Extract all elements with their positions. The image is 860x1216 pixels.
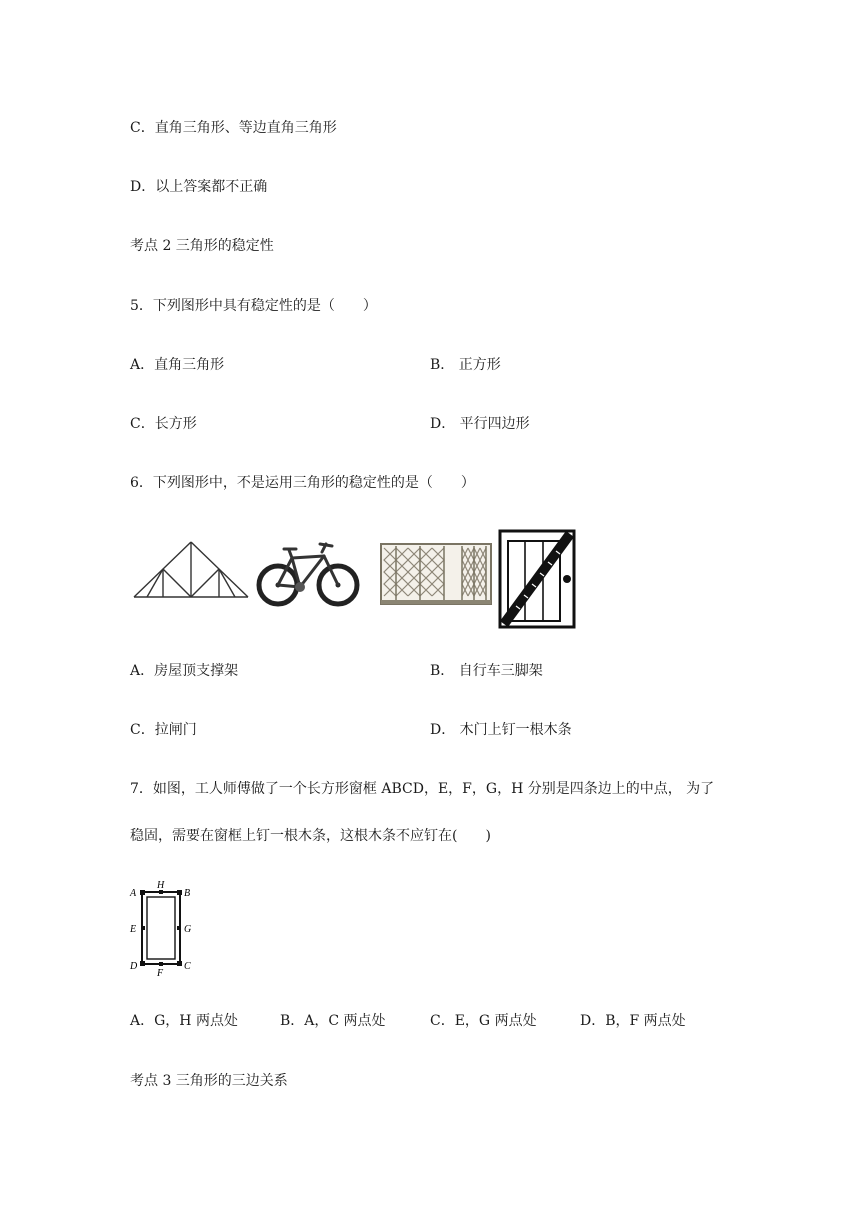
label-f: F [157, 968, 164, 978]
section-2-heading: 考点 2 三角形的稳定性 [130, 238, 274, 254]
label-h: H [157, 880, 165, 891]
bicycle-figure [256, 540, 360, 608]
q7-option-c: C．E，G 两点处 [430, 1013, 537, 1029]
q4-option-d: D．以上答案都不正确 [130, 179, 268, 195]
q7-option-a: A．G，H 两点处 [130, 1013, 238, 1029]
q6-option-b: B． 自行车三脚架 [430, 663, 543, 679]
label-a: A [130, 888, 137, 899]
folding-gate-figure [380, 542, 492, 606]
label-b: B [184, 888, 191, 899]
label-d: D [130, 961, 138, 972]
q6-option-c: C．拉闸门 [130, 722, 197, 738]
q6-stem: 6．下列图形中，不是运用三角形的稳定性的是（ ） [130, 475, 475, 491]
label-e: E [130, 924, 137, 935]
q7-option-b: B．A，C 两点处 [280, 1013, 386, 1029]
q5-stem: 5．下列图形中具有稳定性的是（ ） [130, 298, 377, 314]
window-frame-figure [126, 878, 196, 978]
q6-option-a: A．房屋顶支撑架 [130, 663, 239, 679]
q7-stem-line-1: 7．如图，工人师傅做了一个长方形窗框 ABCD，E，F，G，H 分别是四条边上的中点， 为了 [130, 781, 715, 797]
q5-option-d: D． 平行四边形 [430, 416, 530, 432]
q7-stem-line-2: 稳固，需要在窗框上钉一根木条，这根木条不应钉在( ) [130, 828, 491, 844]
q6-option-d: D． 木门上钉一根木条 [430, 722, 572, 738]
roof-truss-figure [132, 538, 250, 600]
section-3-heading: 考点 3 三角形的三边关系 [130, 1073, 288, 1089]
q5-option-a: A．直角三角形 [130, 357, 225, 373]
q5-option-b: B． 正方形 [430, 357, 501, 373]
q5-option-c: C．长方形 [130, 416, 197, 432]
q4-option-c: C．直角三角形、等边直角三角形 [130, 120, 337, 136]
q7-option-d: D．B，F 两点处 [580, 1013, 686, 1029]
wooden-door-figure [498, 529, 576, 629]
label-c: C [184, 961, 191, 972]
label-g: G [184, 924, 192, 935]
